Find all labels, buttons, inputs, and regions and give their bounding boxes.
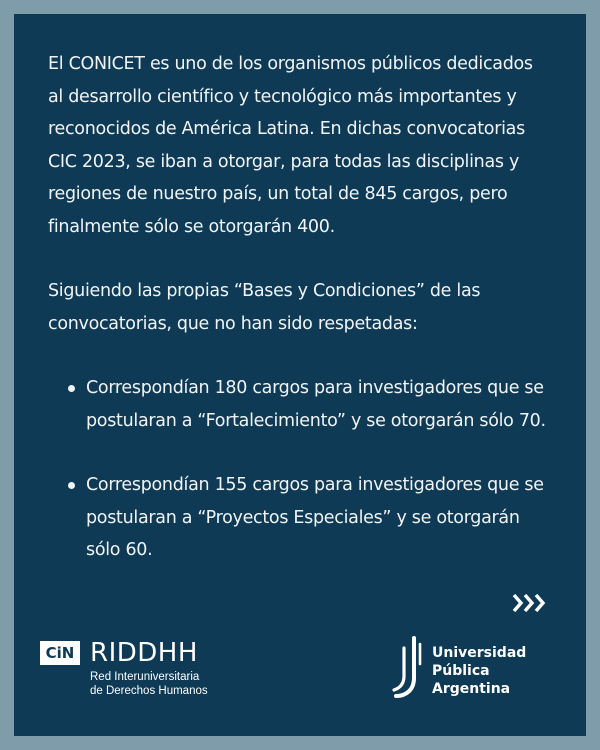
triple-chevron-right-icon[interactable] xyxy=(512,592,548,614)
bullet-dot-icon xyxy=(68,482,75,489)
riddhh-subtitle-line-1: Red Interuniversitaria xyxy=(90,671,200,683)
riddhh-subtitle-line-2: de Derechos Humanos xyxy=(90,685,208,697)
upa-mark-icon xyxy=(390,634,426,704)
upa-line-2: Pública xyxy=(432,663,490,679)
upa-wordmark xyxy=(432,644,526,698)
cin-badge: CiN xyxy=(40,641,80,665)
list-item-text: Correspondían 155 cargos para investigadores que se postularan a “Proyectos Especiales” y se otorgarán sólo 60. xyxy=(86,475,544,560)
bullet-dot-icon xyxy=(68,385,75,392)
riddhh-name: RIDDHH xyxy=(90,638,198,668)
universidad-publica-logo xyxy=(390,634,550,712)
list-item-text: Correspondían 180 cargos para investigadores que se postularan a “Fortalecimiento” y se otorgarán sólo 70. xyxy=(86,378,546,431)
riddhh-subtitle xyxy=(90,670,208,698)
upa-line-3: Argentina xyxy=(432,681,511,697)
info-card xyxy=(14,14,586,736)
list-item xyxy=(48,372,548,437)
card-body xyxy=(48,48,548,567)
upa-line-1: Universidad xyxy=(432,645,527,661)
paragraph-bases: Siguiendo las propias “Bases y Condiciones” de las convocatorias, que no han sido respetadas: xyxy=(48,281,481,334)
paragraph-intro: El CONICET es uno de los organismos públicos dedicados al desarrollo científico y tecnológico más importantes y reconocidos de América Latina. En dichas convocatorias CIC 2023, se iban a otorgar, para todas las disciplinas y regiones de nuestro país, un total de 845 cargos, pero finalmente sólo se otorgarán 400. xyxy=(48,54,533,237)
bullet-list xyxy=(48,372,548,567)
list-item xyxy=(48,469,548,567)
